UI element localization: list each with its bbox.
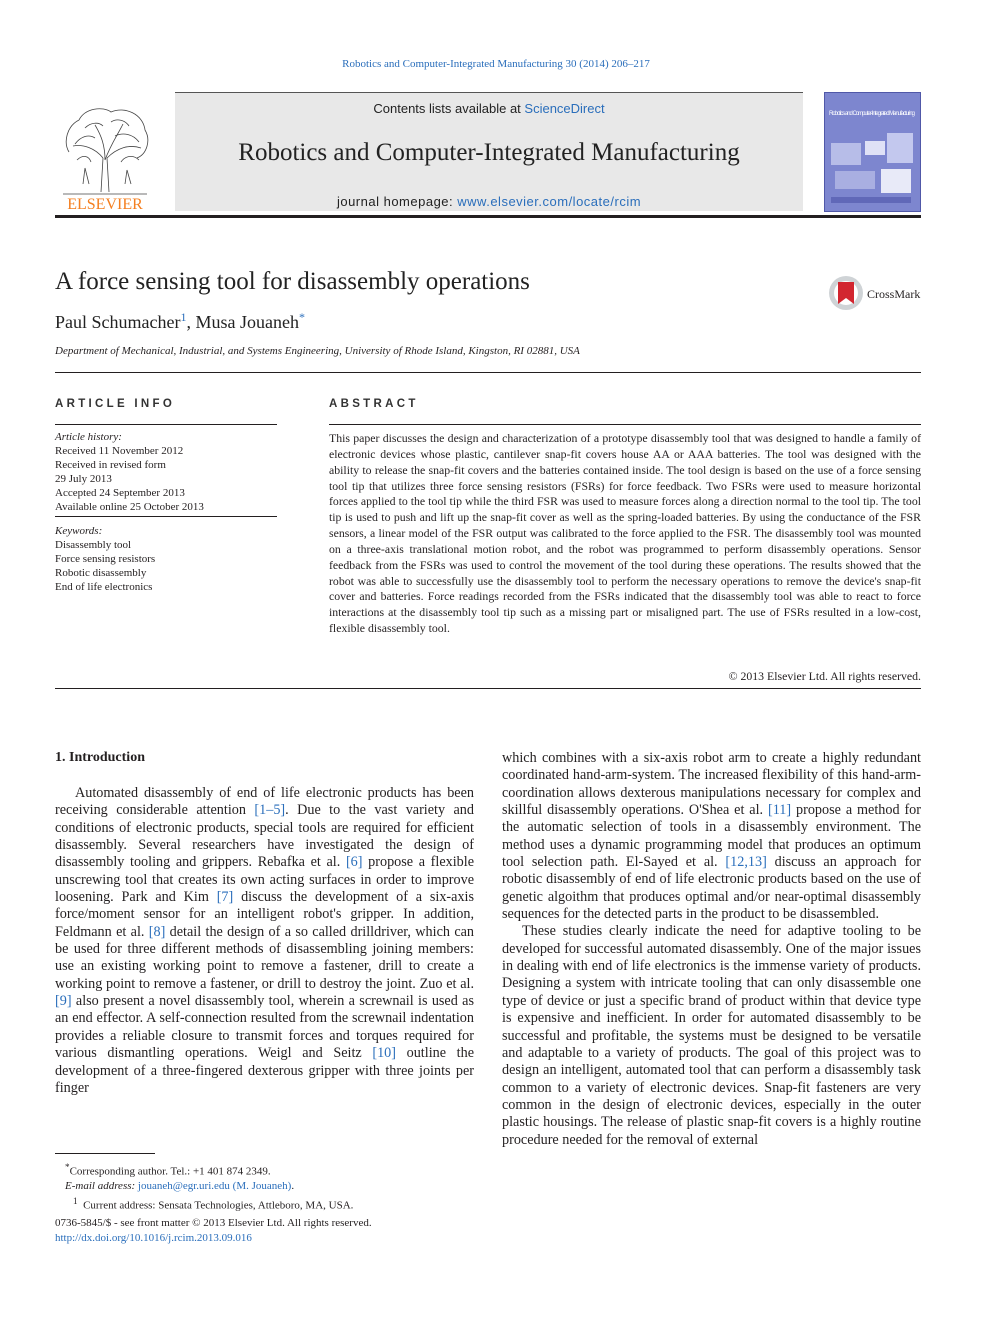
history-item: Received 11 November 2012 xyxy=(55,445,184,457)
citation-link[interactable]: [7] xyxy=(216,889,234,906)
svg-text:CrossMark: CrossMark xyxy=(867,287,921,301)
footnote-email: E-mail address: jouaneh@egr.uri.edu (M. Jouaneh). xyxy=(65,1180,295,1193)
abstract-copyright: © 2013 Elsevier Ltd. All rights reserved. xyxy=(728,669,921,683)
body-paragraph: Automated disassembly of end of life electronic products has been receiving considerable attention [1–5]. Due to the vast variety and conditions of electronic products, special tools are required for efficient disassembly. Several researchers have investigated the design of disassembly tooling and grippers. Rebafka et al. [6] propose a flexible unscrewing tool that creates its own acting surfaces in order to improve loosening. Park and Kim [7] discuss the development of a six-axis force/moment sensor for an intelligent robot's gripper. In addition, Feldmann et al. [8] detail the design of a so called drilldriver, which can be used for three different methods of disassembling joining members: use an existing working point to remove a fastener, drill to create a working point to remove a fastener, or drill to destroy the joint. Zuo et al. [9] also present a novel disassembly tool, wherein a screwnail is used as an end effector. A self-connection resulted from the screwnail indentation provides a reliable closure to transmit forces and torques required for various dismantling operations. Weigl and Seitz [10] outline the development of a three-fingered dexterous gripper with three joints per finger xyxy=(55,785,475,1096)
history-item: Available online 25 October 2013 xyxy=(55,501,204,513)
author-list: Paul Schumacher$^1$, Musa Jouaneh* xyxy=(55,310,305,332)
elsevier-tree-icon xyxy=(55,100,155,212)
journal-homepage-link[interactable]: www.elsevier.com/locate/rcim xyxy=(457,194,642,209)
author-name: Musa Jouaneh xyxy=(195,312,299,332)
history-item: Accepted 24 September 2013 xyxy=(55,487,185,499)
crossmark-icon xyxy=(828,274,938,312)
journal-header xyxy=(55,92,921,210)
article-info-heading: ARTICLE INFO xyxy=(55,398,176,410)
author-name: Paul Schumacher xyxy=(55,312,181,332)
sciencedirect-link[interactable]: ScienceDirect xyxy=(524,101,605,116)
publication-info xyxy=(55,1216,372,1246)
abstract-rule xyxy=(329,424,921,425)
citation-link[interactable]: [9] xyxy=(55,993,72,1010)
section-rule xyxy=(55,372,921,373)
keyword: Disassembly tool xyxy=(55,539,132,551)
doi-link[interactable]: http://dx.doi.org/10.1016/j.rcim.2013.09.016 xyxy=(55,1232,252,1244)
section-heading: 1. Introduction xyxy=(55,750,145,765)
footnote-corresponding: *Corresponding author. Tel.: +1 401 874 2349. xyxy=(65,1162,271,1178)
citation-link[interactable]: [10] xyxy=(372,1045,396,1062)
contents-line: Contents lists available at ScienceDirect xyxy=(373,101,605,116)
keywords-label: Keywords: xyxy=(55,525,103,537)
body-column-left xyxy=(55,785,474,1097)
journal-masthead xyxy=(175,92,803,211)
keyword: End of life electronics xyxy=(55,581,153,593)
email-link[interactable]: jouaneh@egr.uri.edu (M. Jouaneh) xyxy=(137,1180,292,1193)
citation-link[interactable]: [12,13] xyxy=(725,854,767,871)
svg-text:ELSEVIER: ELSEVIER xyxy=(67,196,143,212)
history-label: Article history: xyxy=(55,431,122,443)
keyword: Robotic disassembly xyxy=(55,567,147,579)
section-rule xyxy=(55,688,921,689)
journal-reference[interactable]: Robotics and Computer-Integrated Manufacturing 30 (2014) 206–217 xyxy=(342,58,650,70)
issn-line: 0736-5845/$ - see front matter © 2013 Elsevier Ltd. All rights reserved. xyxy=(55,1217,372,1229)
citation-link[interactable]: [6] xyxy=(345,854,363,871)
svg-text:Robotics and Computer-Integrat: Robotics and Computer-Integrated Manufacturing xyxy=(829,111,915,117)
paper-title: A force sensing tool for disassembly operations xyxy=(55,268,530,295)
citation-link[interactable]: [1–5] xyxy=(254,802,286,819)
journal-cover-thumbnail[interactable] xyxy=(824,92,921,212)
journal-homepage: journal homepage: www.elsevier.com/locate/rcim xyxy=(336,194,642,209)
citation-link[interactable]: [8] xyxy=(148,923,166,940)
author-affiliation: Department of Mechanical, Industrial, and Systems Engineering, University of Rhode Island, Kingston, RI 02881, USA xyxy=(55,345,580,357)
elsevier-logo[interactable] xyxy=(55,100,155,212)
abstract-text: This paper discusses the design and characterization of a prototype disassembly tool that was designed to handle a family of electronic devices whose plastic, cantilever snap-fit covers house AA or AAA batteries. The tool was designed with the ability to release the snap-fit covers and the batteries contained inside. The tool design is based on the use of a force sensing tool tip that utilizes three force sensing resistors (FSRs) for force feedback. Two FSRs were used to measure horizontal forces applied to the tool tip while the third FSR was used to measure forces along a direction normal to the tool tip. The tool tip is used to push and lift up the snap-fit cover as well as the spring-loaded batteries. By using the conductance of the FSR sensors, a linear model of the FSR output was calibrated to the force applied to the FSR. The disassembly tool was mounted on a three-axis translational motion robot, and the robot was programmed to perform disassembly operations. Sensor feedback from the FSRs was used to control the movement of the tool during these operations. The results showed that the robot was able to successfully use the disassembly tool to perform the necessary operations to remove the device's snap-fit cover and batteries. Force readings recorded from the FSRs indicated that the disassembly tool was able to react to force interactions at the disassembly tool tip such as a missing part or misaligned part. The use of FSRs resulted in a low-cost, flexible disassembly tool. xyxy=(329,431,921,636)
corresponding-author-mark[interactable]: * xyxy=(298,310,305,324)
keywords-rule xyxy=(55,516,277,517)
header-rule xyxy=(55,215,921,218)
journal-cover-image xyxy=(825,93,920,211)
footnote-1: $^1$ Current address: Sensata Technologies, Attleboro, MA, USA. xyxy=(73,1195,354,1212)
body-paragraph: which combines with a six-axis robot arm to create a highly redundant coordinated hand-arm-system. The increased flexibility of this hand-arm-coordination allows dexterous manipulations necessary for complex and skillful disassembly operations. O'Shea et al. [11] propose a method for the automatic selection of tools in a disassembly environment. The method uses a dynamic programming model that produces an optimum tool selection path. El-Sayed et al. [12,13] discuss an approach for robotic disassembly of end of life electronic products based on the use of genetic algoithm that produces optimal and/or near-optimal disassembly sequences for the detected parts in the product to be disassembled. xyxy=(502,750,921,923)
history-item: 29 July 2013 xyxy=(55,473,112,485)
keywords xyxy=(55,524,277,594)
author-footnote-mark[interactable]: 1 xyxy=(180,310,187,324)
history-item: Received in revised form xyxy=(55,459,166,471)
keyword: Force sensing resistors xyxy=(55,553,156,565)
crossmark-badge[interactable] xyxy=(828,274,938,312)
abstract-heading: ABSTRACT xyxy=(329,398,419,410)
body-column-right xyxy=(502,750,921,1149)
footnotes xyxy=(55,1160,353,1213)
journal-title: Robotics and Computer-Integrated Manufacturing xyxy=(238,139,740,166)
article-info-rule xyxy=(55,424,277,425)
footnote-rule xyxy=(55,1153,155,1154)
body-paragraph: These studies clearly indicate the need for adaptive tooling to be developed for successful automated disassembly. One of the major issues in dealing with end of life electronics is the immense variety of products. Designing a system with intricate tooling that can only disassemble one type of device or just a specific brand of product within that device type is expensive and inefficient. In order for automated disassembly to be successful and profitable, the systems must be designed to be versatile and adaptable to a variety of products. The goal of this project was to design an intelligent, automated tool that can perform a disassembly task common to a variety of electronic devices. Snap-fit fasteners are very common in the design of electronic devices, especially in the outer plastic housings. The release of plastic snap-fit covers is a highly routine procedure needed for the removal of external xyxy=(502,923,921,1148)
article-info xyxy=(55,430,277,514)
citation-link[interactable]: [11] xyxy=(767,802,792,819)
